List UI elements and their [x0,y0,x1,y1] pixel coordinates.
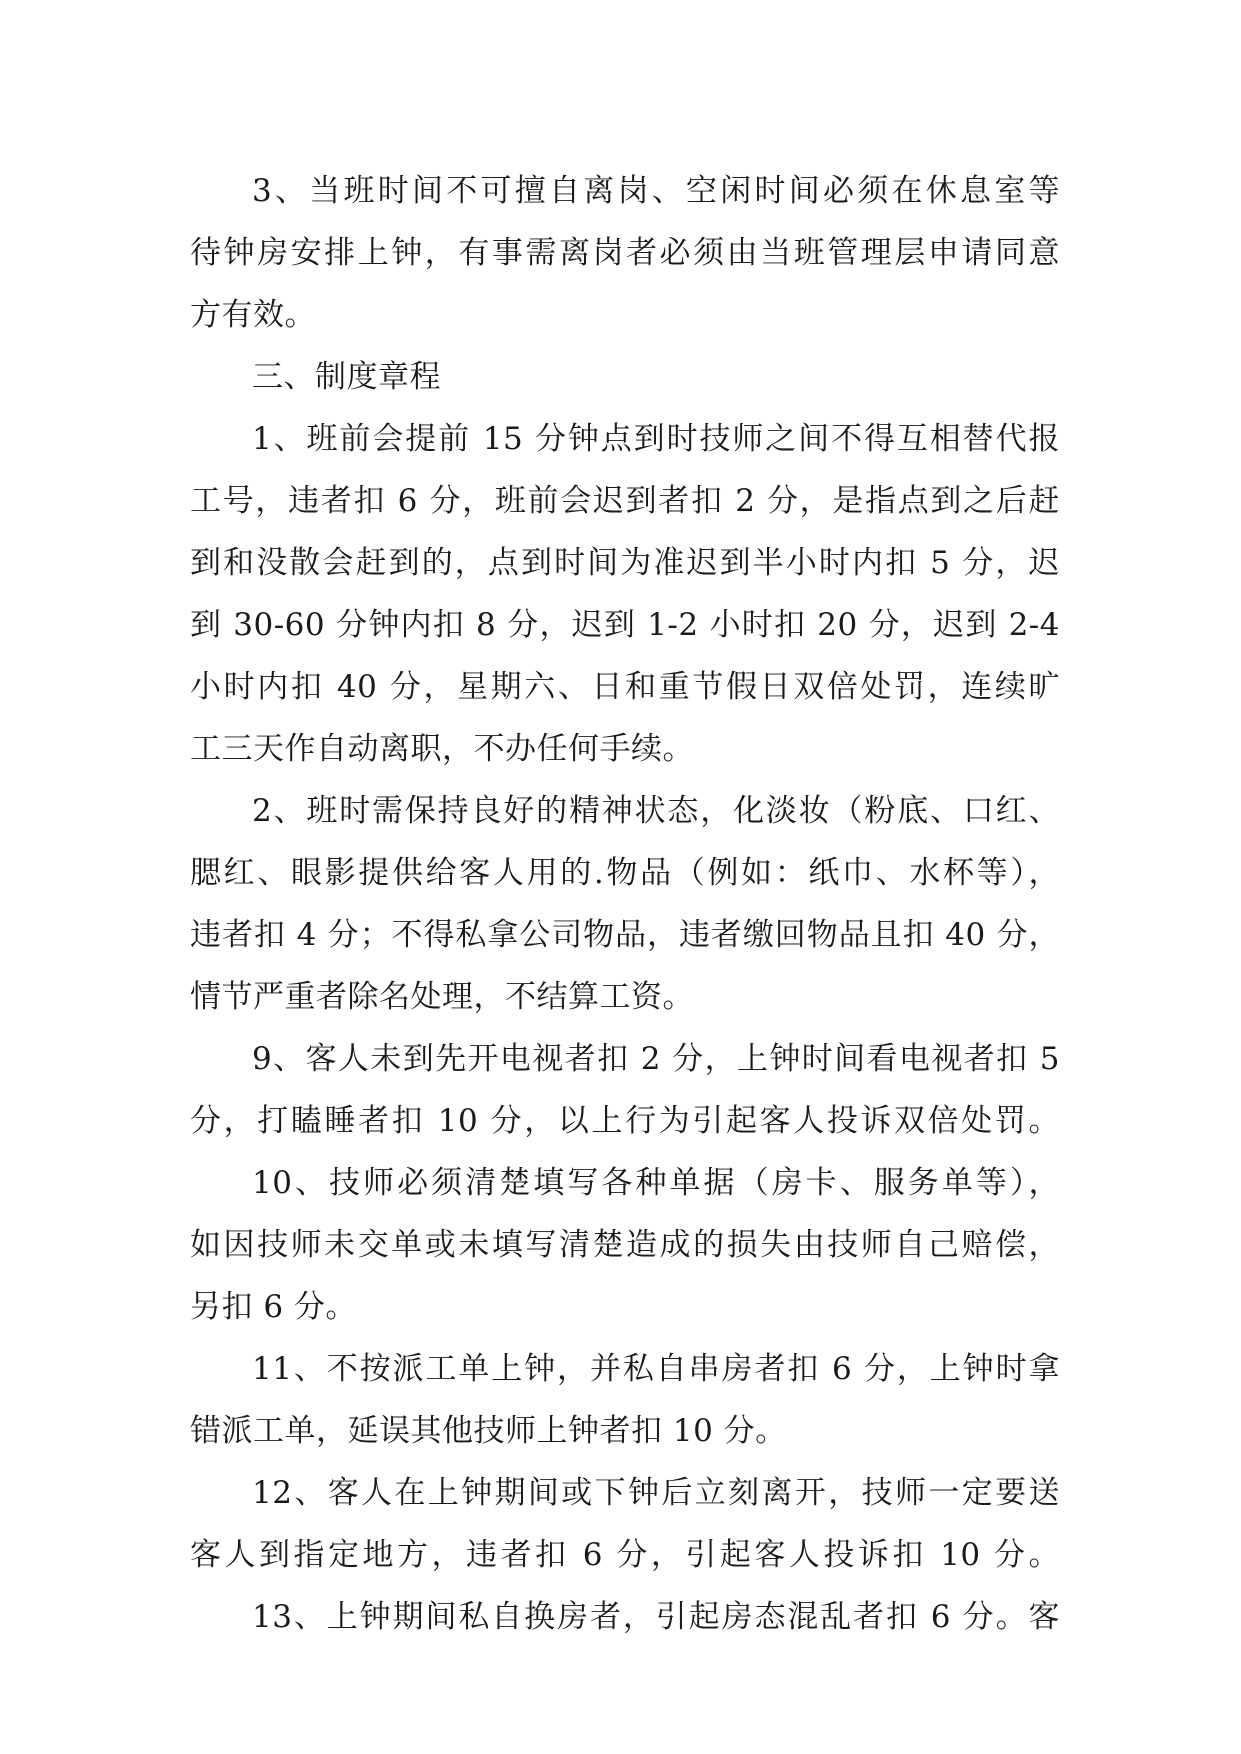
text-line: 到和没散会赶到的，点到时间为准迟到半小时内扣 5 分，迟 [190,545,1060,581]
document-body [190,160,1060,1648]
text-line: 另扣 6 分。 [190,1289,357,1325]
text-line: 腮红、眼影提供给客人用的.物品（例如：纸巾、水杯等）， [190,855,1060,891]
text-line: 到 30-60 分钟内扣 8 分，迟到 1-2 小时扣 20 分，迟到 2-4 [190,607,1060,643]
text-line: 3、当班时间不可擅自离岗、空闲时间必须在休息室等 [252,173,1060,209]
text-line: 方有效。 [190,297,316,333]
text-line: 10、技师必须清楚填写各种单据（房卡、服务单等）， [252,1165,1060,1201]
text-line: 1、班前会提前 15 分钟点到时技师之间不得互相替代报 [252,421,1060,457]
text-line: 错派工单，延误其他技师上钟者扣 10 分。 [190,1413,787,1449]
text-line: 三、制度章程 [252,359,441,395]
text-line: 如因技师未交单或未填写清楚造成的损失由技师自己赔偿， [190,1227,1060,1263]
text-line: 待钟房安排上钟，有事需离岗者必须由当班管理层申请同意 [190,235,1060,271]
text-line: 分，打瞌睡者扣 10 分，以上行为引起客人投诉双倍处罚。 [190,1103,1060,1139]
text-line: 情节严重者除名处理，不结算工资。 [190,979,694,1015]
text-line: 9、客人未到先开电视者扣 2 分，上钟时间看电视者扣 5 [252,1041,1060,1077]
text-line: 客人到指定地方，违者扣 6 分，引起客人投诉扣 10 分。 [190,1537,1060,1573]
text-line: 12、客人在上钟期间或下钟后立刻离开，技师一定要送 [252,1475,1060,1511]
text-line: 小时内扣 40 分，星期六、日和重节假日双倍处罚，连续旷 [190,669,1060,705]
text-line: 2、班时需保持良好的精神状态，化淡妆（粉底、口红、 [252,793,1060,829]
text-line: 工号，违者扣 6 分，班前会迟到者扣 2 分，是指点到之后赶 [190,483,1060,519]
text-line: 违者扣 4 分；不得私拿公司物品，违者缴回物品且扣 40 分， [190,917,1060,953]
text-line: 工三天作自动离职，不办任何手续。 [190,731,694,767]
text-line: 11、不按派工单上钟，并私自串房者扣 6 分，上钟时拿 [252,1351,1060,1387]
text-line: 13、上钟期间私自换房者，引起房态混乱者扣 6 分。客 [252,1599,1060,1635]
